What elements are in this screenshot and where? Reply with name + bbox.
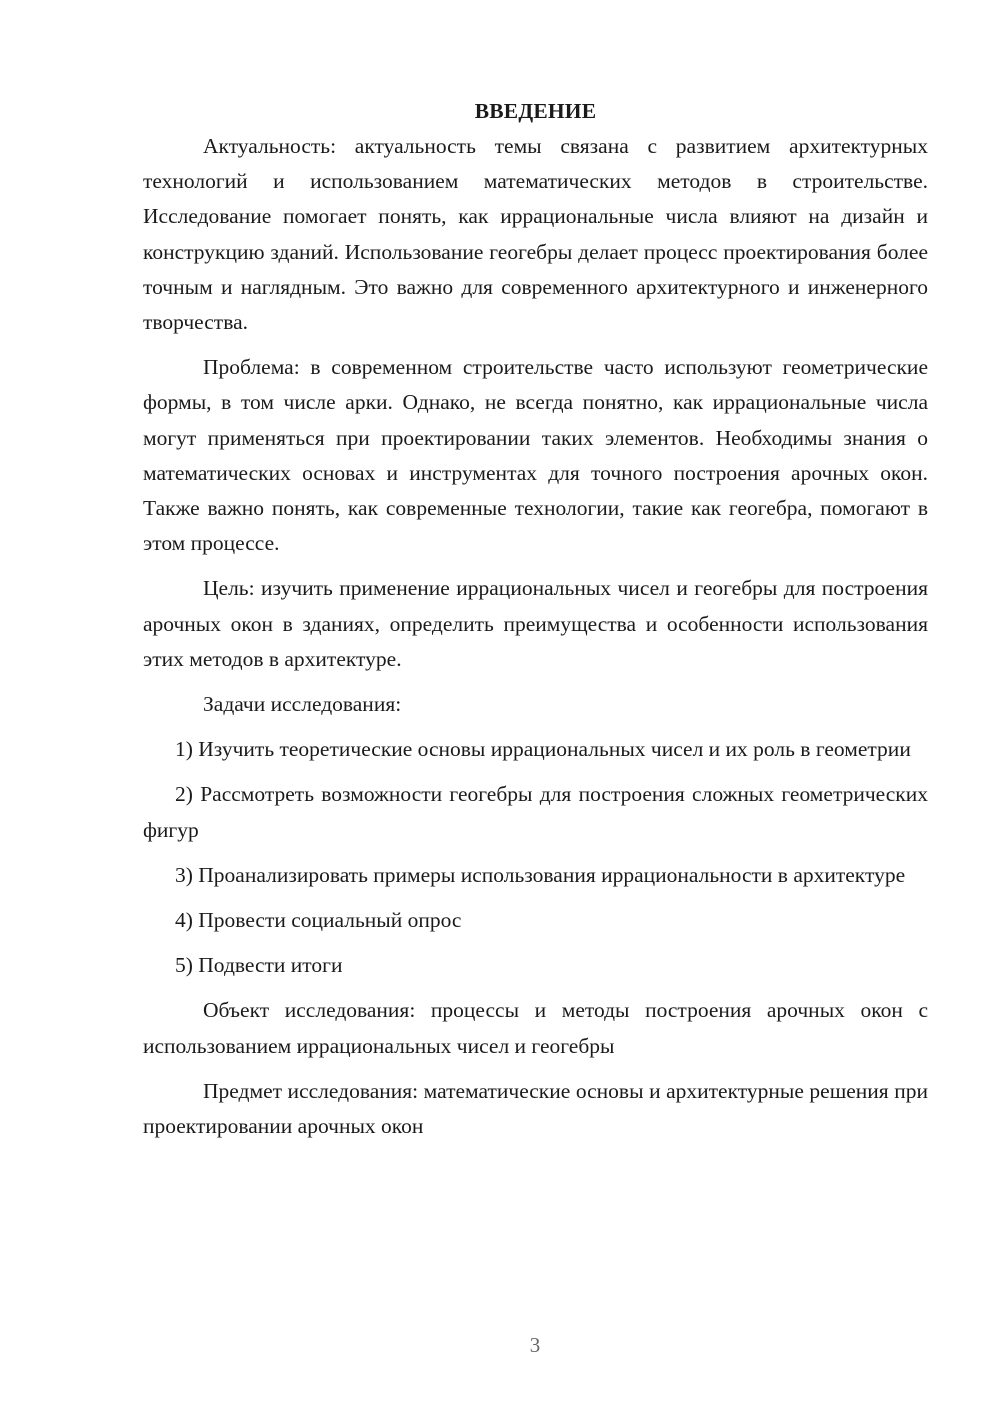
paragraph-tasks-heading: Задачи исследования: bbox=[203, 692, 402, 717]
page-title: ВВЕДЕНИЕ bbox=[474, 99, 597, 123]
task-list-item: 3) Проанализировать примеры использования иррациональности в архитектуре bbox=[175, 862, 906, 887]
paragraph-research-subject: Предмет исследования: математические основы и архитектурные решения при проектировании арочных окон bbox=[143, 1078, 928, 1139]
paragraph-research-object: Объект исследования: процессы и методы построения арочных окон с использованием иррациональных чисел и геогебры bbox=[143, 998, 928, 1058]
task-list-item: 1) Изучить теоретические основы иррациональных чисел и их роль в геометрии bbox=[175, 737, 911, 762]
paragraph-problem: Проблема: в современном строительстве часто используют геометрические формы, в том числе арки. Однако, не всегда понятно, как иррациональные числа могут применяться при проектировании таких элементов. Необходимы знания о математических основах и инструментах для точного построения арочных окон. Также важно понять, как современные технологии, такие как геогебра, помогают в этом процессе. bbox=[143, 355, 928, 556]
task-list-item: 5) Подвести итоги bbox=[175, 953, 343, 978]
paragraph-goal: Цель: изучить применение иррациональных чисел и геогебры для построения арочных окон в зданиях, определить преимущества и особенности использования этих методов в архитектуре. bbox=[143, 576, 928, 671]
task-list-item: 4) Провести социальный опрос bbox=[175, 908, 462, 933]
paragraph-relevance: Актуальность: актуальность темы связана с развитием архитектурных технологий и использованием математических методов в строительстве. Исследование помогает понять, как иррациональные числа влияют на дизайн и конструкцию зданий. Использование геогебры делает процесс проектирования более точным и наглядным. Это важно для современного архитектурного и инженерного творчества. bbox=[143, 134, 928, 335]
document-page bbox=[143, 96, 928, 1154]
task-list-item: 2) Рассмотреть возможности геогебры для построения сложных геометрических фигур bbox=[143, 782, 928, 842]
page-number: 3 bbox=[529, 1333, 541, 1357]
